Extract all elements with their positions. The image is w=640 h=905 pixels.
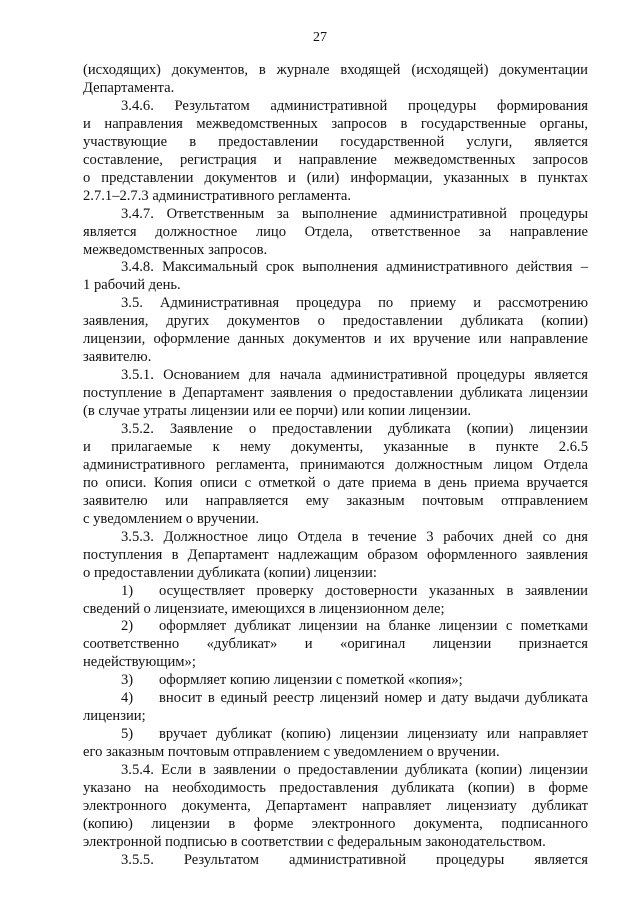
line-text: с уведомлением о вручении. — [83, 510, 260, 527]
line-text: является должностное лицо Отдела, ответственное за направление — [83, 223, 588, 240]
text-line — [83, 492, 588, 510]
line-text: 3.4.6. Результатом административной процедуры формирования — [121, 97, 588, 114]
text-line — [121, 366, 588, 384]
text-line — [83, 779, 588, 797]
text-line — [83, 510, 588, 528]
line-text: и прилагаемые к нему документы, указанные в пункте 2.6.5 — [83, 438, 588, 455]
line-text: заявителю или направляется ему заказным почтовым отправлением — [83, 492, 588, 509]
text-line — [121, 97, 588, 115]
line-text: 3.4.8. Максимальный срок выполнения административного действия – — [121, 259, 588, 276]
line-text: 3.5.5. Результатом административной процедуры является — [121, 851, 588, 868]
line-text: электронной подписью в соответствии с федеральным законодательством. — [83, 833, 546, 850]
text-line — [83, 474, 588, 492]
line-text: о предоставлении дубликата (копии) лицензии: — [83, 564, 377, 581]
text-line — [83, 61, 588, 79]
line-text: лицензии; — [83, 708, 146, 725]
text-line — [83, 79, 588, 97]
line-text: по описи. Копия описи с отметкой о дате приема в день приема вручается — [83, 474, 588, 491]
line-text: соответственно «дубликат» и «оригинал лицензии признается — [83, 636, 588, 653]
text-line — [83, 546, 588, 564]
line-text: участвующие в предоставлении государственной услуги, является — [83, 133, 588, 150]
line-text: заявителю. — [83, 349, 152, 366]
text-line — [121, 582, 588, 600]
line-text: лицензии, оформление данных документов и их вручение или направление — [83, 331, 588, 348]
text-line — [121, 528, 588, 546]
text-line — [121, 205, 588, 223]
line-text: о представлении документов и (или) информации, указанных в пунктах — [83, 169, 588, 186]
text-line — [83, 169, 588, 187]
line-text: осуществляет проверку достоверности указанных в заявлении — [159, 582, 588, 599]
line-text: Департамента. — [83, 80, 175, 96]
text-line — [83, 600, 588, 618]
list-number: 5) — [121, 726, 134, 743]
text-line — [83, 438, 588, 456]
list-number: 1) — [121, 582, 134, 599]
text-line — [83, 151, 588, 169]
text-line — [83, 402, 588, 420]
text-line — [121, 617, 588, 635]
text-line — [83, 276, 588, 294]
line-text: вручает дубликат (копию) лицензии лицензиату или направляет — [159, 726, 588, 743]
text-line — [83, 348, 588, 366]
line-text: межведомственных запросов. — [83, 241, 268, 258]
text-line — [83, 115, 588, 133]
line-text: сведений о лицензиате, имеющихся в лицензионном деле; — [83, 600, 445, 617]
text-line — [121, 689, 588, 707]
line-text: недействующим»; — [83, 654, 196, 671]
text-line — [83, 797, 588, 815]
line-text: 3.5.1. Основанием для начала административной процедуры является — [121, 367, 588, 384]
line-text: 2.7.1–2.7.3 административного регламента. — [83, 187, 352, 204]
line-text: оформляет дубликат лицензии на бланке лицензии с пометками — [159, 618, 588, 635]
line-text: оформляет копию лицензии с пометкой «копия»; — [159, 672, 463, 689]
text-line — [83, 384, 588, 402]
line-text: (в случае утраты лицензии или ее порчи) или копии лицензии. — [83, 403, 472, 420]
line-text: 3.5.4. Если в заявлении о предоставлении дубликата (копии) лицензии — [121, 762, 588, 778]
text-line — [83, 223, 588, 241]
line-text: поступление в Департамент заявления о предоставлении дубликата лицензии — [83, 385, 588, 402]
line-text: вносит в единый реестр лицензий номер и дату выдачи дубликата — [159, 690, 588, 707]
line-text: и направления межведомственных запросов в государственные органы, — [83, 115, 588, 132]
line-text: (копию) лицензии в форме электронного документа, подписанного — [83, 815, 588, 832]
text-line — [83, 456, 588, 474]
line-text: составление, регистрация и направление межведомственных запросов — [83, 151, 588, 168]
line-text: (исходящих) документов, в журнале входящей (исходящей) документации — [83, 62, 588, 78]
page-number: 27 — [313, 30, 327, 45]
text-line — [121, 671, 588, 689]
text-line — [83, 707, 588, 725]
text-line — [121, 258, 588, 276]
text-line — [83, 187, 588, 205]
line-text: 3.5. Административная процедура по приему и рассмотрению — [121, 295, 588, 312]
text-line — [121, 761, 588, 779]
line-text: поступления в Департамент надлежащим образом оформленного заявления — [83, 546, 588, 563]
text-line — [83, 635, 588, 653]
text-line — [83, 133, 588, 151]
line-text: 3.4.7. Ответственным за выполнение административной процедуры — [121, 205, 588, 222]
text-line — [121, 851, 588, 869]
line-text: заявления, других документов о предоставлении дубликата (копии) — [83, 313, 588, 330]
line-text: 1 рабочий день. — [83, 277, 181, 294]
text-line — [121, 294, 588, 312]
line-text: 3.5.2. Заявление о предоставлении дубликата (копии) лицензии — [121, 421, 588, 437]
text-line — [83, 564, 588, 582]
line-text: электронного документа, Департамент направляет лицензиату дубликат — [83, 797, 588, 814]
line-text: его заказным почтовым отправлением с уведомлением о вручении. — [83, 744, 500, 761]
line-text: административного регламента, принимаются должностным лицом Отдела — [83, 456, 588, 473]
list-number: 4) — [121, 690, 134, 707]
line-text: указано на необходимость предоставления дубликата (копии) в форме — [83, 780, 588, 796]
text-line — [83, 241, 588, 259]
text-line — [83, 743, 588, 761]
line-text: 3.5.3. Должностное лицо Отдела в течение 3 рабочих дней со дня — [121, 528, 588, 545]
text-line — [83, 833, 588, 851]
text-line — [83, 653, 588, 671]
text-line — [83, 815, 588, 833]
text-line — [121, 420, 588, 438]
text-line — [121, 725, 588, 743]
text-line — [83, 330, 588, 348]
text-line — [83, 312, 588, 330]
list-number: 2) — [121, 618, 134, 635]
list-number: 3) — [121, 672, 134, 689]
